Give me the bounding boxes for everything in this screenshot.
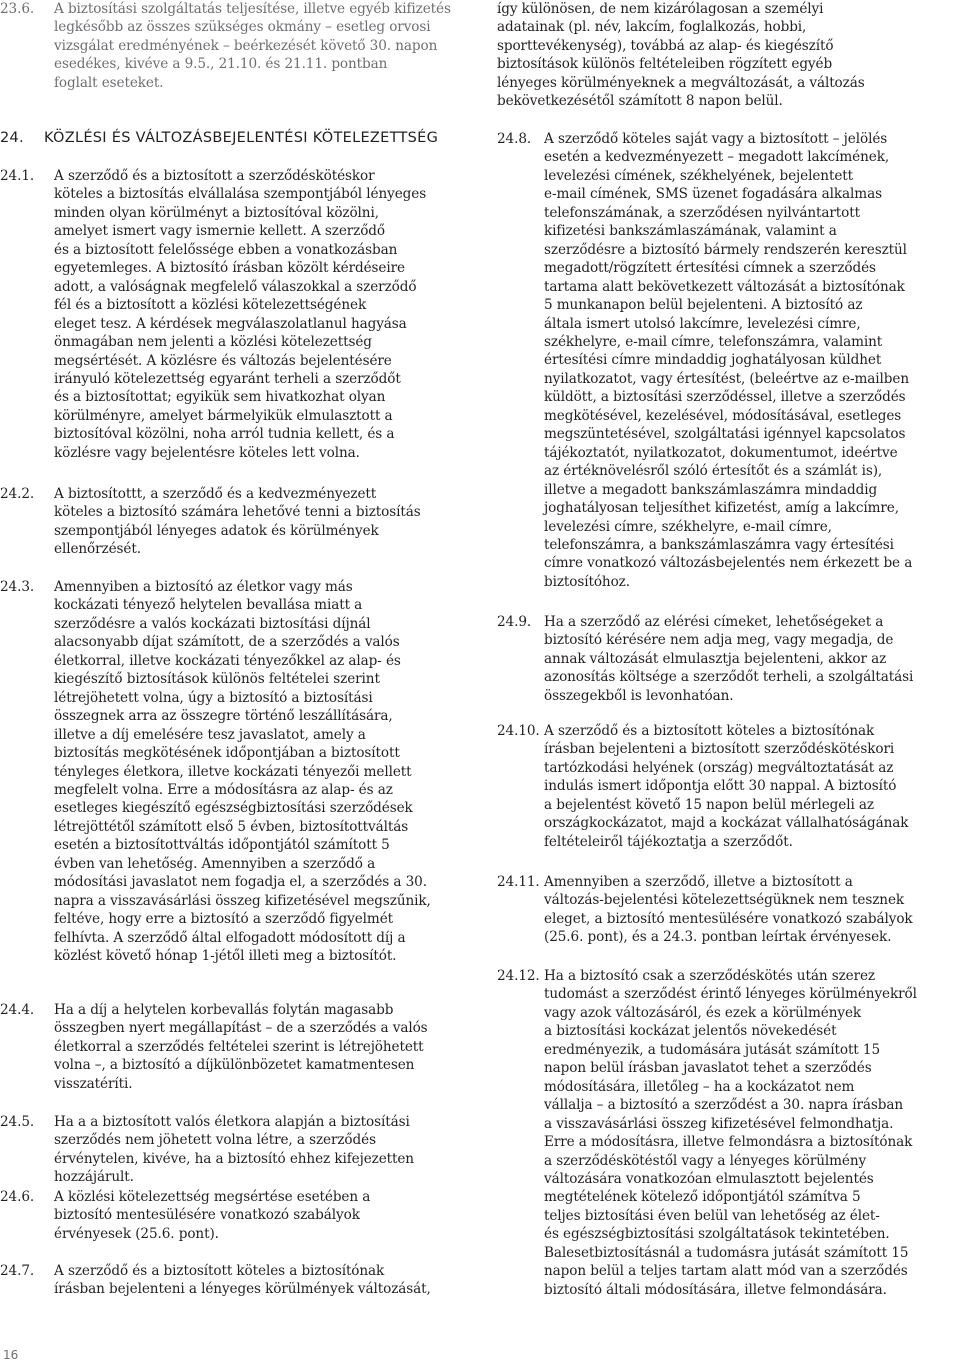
clause-text xyxy=(54,1188,470,1243)
clause-24-5 xyxy=(0,1113,470,1187)
clause-text xyxy=(54,485,470,559)
clause-line: adott, a valóságnak megfelelő válaszokkal a szerződő xyxy=(54,278,417,295)
clause-line: a biztosítási kockázat jelentős növekedését xyxy=(544,1023,837,1040)
clause-line: írásban bejelenteni a biztosított szerződéskötéskori xyxy=(544,741,895,758)
page-number: 16 xyxy=(3,1348,19,1362)
clause-line: biztosítás megkötésének időpontjában a biztosított xyxy=(54,745,400,762)
clause-line: szerződés nem jöhetett volna létre, a szerződés xyxy=(54,1132,376,1149)
clause-line: közlésre vagy bejelentésre köteles lett volna. xyxy=(54,444,360,461)
clause-line: Erre a módosításra, illetve felmondásra a biztosítónak xyxy=(544,1134,913,1151)
clause-line: A szerződő köteles saját vagy a biztosított – jelölés xyxy=(544,131,888,147)
clause-line: biztosítások különös feltételeiben rögzített egyéb xyxy=(497,56,833,73)
clause-line: A biztosítási szolgáltatás teljesítése, illetve egyéb kifizetés xyxy=(54,1,451,17)
clause-line: kifizetési bankszámlaszámának, valamint a xyxy=(544,223,837,240)
clause-line: telefonszámra, a bankszámlaszámra vagy értesítési xyxy=(544,536,894,553)
clause-text xyxy=(54,1262,470,1299)
clause-line: foglalt eseteket. xyxy=(54,74,164,91)
clause-line: írásban bejelenteni a lényeges körülmények változását, xyxy=(54,1281,431,1298)
clause-line: bekövetkezésétől számított 8 napon belül. xyxy=(497,93,783,110)
clause-24-3 xyxy=(0,578,470,966)
clause-line: értesítési címre mindaddig joghatályosan küldhet xyxy=(544,352,882,369)
clause-text xyxy=(544,967,957,1299)
clause-line: levelezési címének, székhelyének, bejelentett xyxy=(544,167,853,184)
clause-23-6 xyxy=(0,0,470,92)
clause-line: módosítási javaslatot nem fogadja el, a szerződés a 30. xyxy=(54,874,427,891)
clause-line: változás-bejelentési kötelezettségüknek nem tesznek xyxy=(544,892,905,909)
clause-line: és a biztosítottat; egyikük sem hivatkozhat olyan xyxy=(54,389,386,406)
clause-line: A biztosítottt, a szerződő és a kedvezményezett xyxy=(54,486,377,502)
clause-line: eleget, a biztosító mentesülésére vonatkozó szabályok xyxy=(544,910,913,927)
clause-24-8 xyxy=(497,130,957,591)
clause-line: az értéknövelésről szóló értesítőt és a számlát is), xyxy=(544,463,883,480)
clause-line: a visszavásárlási összeg kifizetésével felmondhatja. xyxy=(544,1115,894,1132)
clause-line: adatainak (pl. név, lakcím, foglalkozás, hobbi, xyxy=(497,19,807,36)
clause-line: A szerződő és a biztosított a szerződéskötéskor xyxy=(54,168,375,184)
clause-line: Balesetbiztosításnál a tudomásra jutását számított 15 xyxy=(544,1244,909,1261)
clause-line: létrejöttétől számított első 5 évben, biztosítottváltás xyxy=(54,818,409,835)
clause-number: 24.6. xyxy=(0,1189,35,1205)
clause-text xyxy=(544,873,957,947)
clause-24-1 xyxy=(0,167,470,462)
clause-line: telefonszámának, a szerződésen nyilvántartott xyxy=(544,204,860,221)
clause-line: visszatéríti. xyxy=(54,1075,133,1092)
clause-line: A szerződő és a biztosított köteles a biztosítónak xyxy=(54,1263,385,1279)
clause-line: felhívta. A szerződő által elfogadott módosított díj a xyxy=(54,929,406,946)
clause-line: megfelelt volna. Erre a módosításra az alap- és az xyxy=(54,781,393,798)
clause-line: évben van lehetőség. Amennyiben a szerződő a xyxy=(54,855,376,872)
clause-line: biztosító mentesülésére vonatkozó szabályok xyxy=(54,1207,360,1224)
clause-text xyxy=(54,1113,470,1187)
clause-line: sporttevékenység), továbbá az alap- és kiegészítő xyxy=(497,37,834,54)
clause-line: megkötésével, kezelésével, módosításával, esetleges xyxy=(544,407,902,424)
clause-line: összegekből is levonhatóan. xyxy=(544,687,734,704)
clause-line: vagy azok változásáról, és ezek a körülmények xyxy=(544,1004,862,1021)
clause-line: napon belül írásban javaslatot tehet a szerződés xyxy=(544,1060,872,1077)
clause-line: annak változását elmulasztja bejelenteni, akkor az xyxy=(544,650,887,667)
clause-line: vizsgálat eredményének – beérkezését követő 30. napon xyxy=(54,37,438,54)
clause-line: A közlési kötelezettség megsértése esetében a xyxy=(54,1189,371,1205)
clause-line: életkorral, illetve kockázati tényezőkkel az alap- és xyxy=(54,652,401,669)
clause-line: irányuló kötelezettség egyaránt terheli a szerződőt xyxy=(54,370,401,387)
clause-line: ellenőrzését. xyxy=(54,541,141,558)
clause-line: 5 munkanapon belül bejelenteni. A biztosító az xyxy=(544,297,863,314)
clause-24-7 xyxy=(0,1262,470,1299)
clause-line: általa ismert utolsó lakcímre, levelezési címre, xyxy=(544,315,861,332)
clause-line: minden olyan körülményt a biztosítóval közölni, xyxy=(54,204,379,221)
clause-line: eleget tesz. A kérdések megválaszolatlanul hagyása xyxy=(54,315,407,332)
clause-line: szempontjából lényeges adatok és körülmények xyxy=(54,522,379,539)
clause-line: azonosítás költsége a szerződőt terheli, a szolgáltatási xyxy=(544,669,914,686)
clause-line: megszüntetésével, szolgáltatási igénnyel kapcsolatos xyxy=(544,426,906,443)
continuation-text xyxy=(497,0,910,111)
clause-line: biztosító kérésére nem adja meg, vagy megadja, de xyxy=(544,632,894,649)
clause-line: kockázati tényező helytelen bevallása miatt a xyxy=(54,597,363,614)
clause-line: tényleges életkora, illetve kockázati tényezői mellett xyxy=(54,763,412,780)
clause-line: esedékes, kivéve a 9.5., 21.10. és 21.11. pontban xyxy=(54,56,388,73)
clause-line: kiegészítő biztosítások különös feltételei szerint xyxy=(54,671,380,688)
clause-line: biztosító általi módosítására, illetve felmondására. xyxy=(544,1281,887,1298)
clause-line: szerződésre a biztosító bármely rendszerén keresztül xyxy=(544,241,907,258)
clause-line: összegben nyert megállapítást – de a szerződés a valós xyxy=(54,1020,428,1037)
clause-number: 24.3. xyxy=(0,579,35,595)
clause-line: A szerződő és a biztosított köteles a biztosítónak xyxy=(544,723,875,739)
clause-line: e-mail címének, SMS üzenet fogadására alkalmas xyxy=(544,186,882,203)
clause-24-2 xyxy=(0,485,470,559)
clause-number: 24.9. xyxy=(497,614,532,630)
clause-24-12 xyxy=(497,967,957,1299)
clause-number: 24.8. xyxy=(497,131,532,147)
clause-24-9 xyxy=(497,613,957,705)
clause-number: 24.11. xyxy=(497,874,540,890)
clause-line: így különösen, de nem kizárólagosan a személyi xyxy=(497,1,824,17)
clause-number: 24.10. xyxy=(497,723,540,739)
clause-number: 24.5. xyxy=(0,1114,35,1130)
clause-line: és egészségbiztosítási szolgáltatások tekintetében. xyxy=(544,1226,890,1243)
clause-line: megsértését. A közlésre és változás bejelentésére xyxy=(54,352,392,369)
clause-line: esetén a biztosítottváltás időpontjától számított 5 xyxy=(54,837,390,854)
clause-line: joghatályosan teljesíthet kifizetést, amíg a lakcímre, xyxy=(544,500,899,517)
clause-text xyxy=(544,613,957,705)
clause-line: fél és a biztosított a közlési kötelezettségének xyxy=(54,297,367,314)
clause-line: volna –, a biztosító a díjkülönbözetet kamatmentesen xyxy=(54,1057,415,1074)
clause-line: egyetemleges. A biztosító írásban közölt kérdéseire xyxy=(54,260,405,277)
clause-line: köteles a biztosítás elvállalása szempontjából lényeges xyxy=(54,186,427,203)
clause-line: tudomást a szerződést érintő lényeges körülményekről xyxy=(544,986,917,1003)
clause-line: feltéve, hogy erre a biztosító a szerződő figyelmét xyxy=(54,911,394,928)
clause-line: levelezési címre, székhelyre, e-mail címre, xyxy=(544,518,832,535)
clause-line: feltételeiről tájékoztatja a szerződőt. xyxy=(544,833,793,850)
clause-line: tájékoztatót, nyilatkozatot, dokumentumot, ideértve xyxy=(544,444,898,461)
clause-line: Amennyiben a szerződő, illetve a biztosított a xyxy=(544,874,853,890)
clause-line: teljes biztosítási éven belül van lehetőség az élet- xyxy=(544,1207,880,1224)
clause-line: létrejöhetett volna, úgy a biztosító a biztosítási xyxy=(54,689,373,706)
clause-line: a bejelentést követő 15 napon belül mérlegeli az xyxy=(544,796,874,813)
clause-line: körülményre, amelyet bármelyikük elmulasztott a xyxy=(54,407,393,424)
clause-line: biztosítóhoz. xyxy=(544,573,630,590)
clause-line: megtételének kötelező időpontjától számítva 5 xyxy=(544,1189,861,1206)
clause-line: és a biztosított felelőssége ebben a vonatkozásban xyxy=(54,241,398,258)
clause-line: illetve a megadott bankszámlaszámra mindaddig xyxy=(544,481,878,498)
clause-text xyxy=(54,1001,470,1093)
clause-line: biztosítóval közölni, noha arról tudnia kellett, és a xyxy=(54,426,395,443)
clause-line: megadott/rögzített értesítési címnek a szerződés xyxy=(544,260,876,277)
clause-line: tartózkodási helyének (ország) megváltoztatását az xyxy=(544,759,894,776)
clause-line: változására vonatkozóan elmulasztott bejelentés xyxy=(544,1170,874,1187)
clause-line: illetve a díj emelésére tesz javaslatot, amely a xyxy=(54,726,366,743)
clause-line: hozzájárult. xyxy=(54,1169,134,1186)
clause-24-7-continuation xyxy=(450,0,910,111)
clause-line: szerződésre a valós kockázati biztosítási díjnál xyxy=(54,615,371,632)
clause-line: közlést követő hónap 1-jétől illeti meg a biztosítót. xyxy=(54,948,397,965)
clause-number: 23.6. xyxy=(0,1,35,17)
clause-line: amelyet ismert vagy ismernie kellett. A szerződő xyxy=(54,223,385,240)
clause-number: 24.2. xyxy=(0,486,35,502)
clause-text xyxy=(544,130,957,591)
clause-24-11 xyxy=(497,873,957,947)
clause-line: napon belül a teljes tartam alatt mód van a szerződés xyxy=(544,1263,908,1280)
clause-line: a szerződéskötéstől vagy a lényeges körülmény xyxy=(544,1152,867,1169)
clause-line: Ha a szerződő az elérési címeket, lehetőségeket a xyxy=(544,614,884,630)
clause-number: 24.1. xyxy=(0,168,35,184)
clause-line: címre vonatkozó változásbejelentés nem érkezett be a xyxy=(544,555,913,572)
clause-line: vállalja – a biztosító a szerződést a 30. napra írásban xyxy=(544,1097,904,1114)
clause-line: nyilatkozatot, vagy értesítést, (beleértve az e-mailben xyxy=(544,370,909,387)
clause-line: módosítására, illetőleg – ha a kockázatot nem xyxy=(544,1078,855,1095)
clause-line: eredményezik, a tudomására jutását számított 15 xyxy=(544,1041,880,1058)
clause-line: lényeges körülményeknek a megváltozását, a változás xyxy=(497,74,865,91)
clause-line: érvényesek (25.6. pont). xyxy=(54,1225,219,1242)
clause-text xyxy=(544,722,957,851)
clause-text xyxy=(54,0,470,92)
clause-line: esetleges kiegészítő egészségbiztosítási szerződések xyxy=(54,800,413,817)
clause-line: tartama alatt bekövetkezett változását a biztosítónak xyxy=(544,278,905,295)
clause-line: érvénytelen, kivéve, ha a biztosító ehhez kifejezetten xyxy=(54,1150,414,1167)
clause-line: köteles a biztosító számára lehetővé tenni a biztosítás xyxy=(54,504,421,521)
clause-line: indulás ismert időpontja előtt 30 nappal. A biztosító xyxy=(544,778,897,795)
clause-line: esetén a kedvezményezett – megadott lakcímének, xyxy=(544,149,890,166)
clause-line: országkockázatot, majd a kockázat vállalhatóságának xyxy=(544,815,909,832)
clause-text xyxy=(54,578,470,966)
section-title: KÖZLÉSI ÉS VÁLTOZÁSBEJELENTÉSI KÖTELEZETTSÉG xyxy=(44,130,439,146)
clause-number: 24.7. xyxy=(0,1263,35,1279)
clause-line: legkésőbb az összes szükséges okmány – esetleg orvosi xyxy=(54,19,431,36)
clause-line: Amennyiben a biztosító az életkor vagy más xyxy=(54,579,353,595)
clause-line: székhelyre, e-mail címre, telefonszámra, valamint xyxy=(544,333,883,350)
section-heading xyxy=(0,130,470,146)
clause-text xyxy=(54,167,470,462)
clause-24-4 xyxy=(0,1001,470,1093)
clause-line: napra a visszavásárlási összeg kifizetésével megszűnik, xyxy=(54,892,431,909)
clause-line: önmagában nem jelenti a közlési kötelezettség xyxy=(54,334,372,351)
clause-line: összegnek arra az összegre történő leszállítására, xyxy=(54,708,393,725)
clause-24-6 xyxy=(0,1188,470,1243)
clause-line: (25.6. pont), és a 24.3. pontban leírtak érvényesek. xyxy=(544,929,892,946)
clause-line: küldött, a biztosítási szerződéssel, illetve a szerződés xyxy=(544,389,906,406)
section-number: 24. xyxy=(0,130,24,146)
clause-line: Ha a biztosító csak a szerződéskötés után szerez xyxy=(544,968,875,984)
clause-number: 24.12. xyxy=(497,968,540,984)
clause-line: alacsonyabb díjat számított, de a szerződés a valós xyxy=(54,634,400,651)
clause-number: 24.4. xyxy=(0,1002,35,1018)
clause-line: Ha a díj a helytelen korbevallás folytán magasabb xyxy=(54,1002,394,1018)
clause-24-10 xyxy=(497,722,957,851)
clause-line: Ha a a biztosított valós életkora alapján a biztosítási xyxy=(54,1114,410,1130)
clause-line: életkorral a szerződés feltételei szerint is létrejöhetett xyxy=(54,1038,424,1055)
